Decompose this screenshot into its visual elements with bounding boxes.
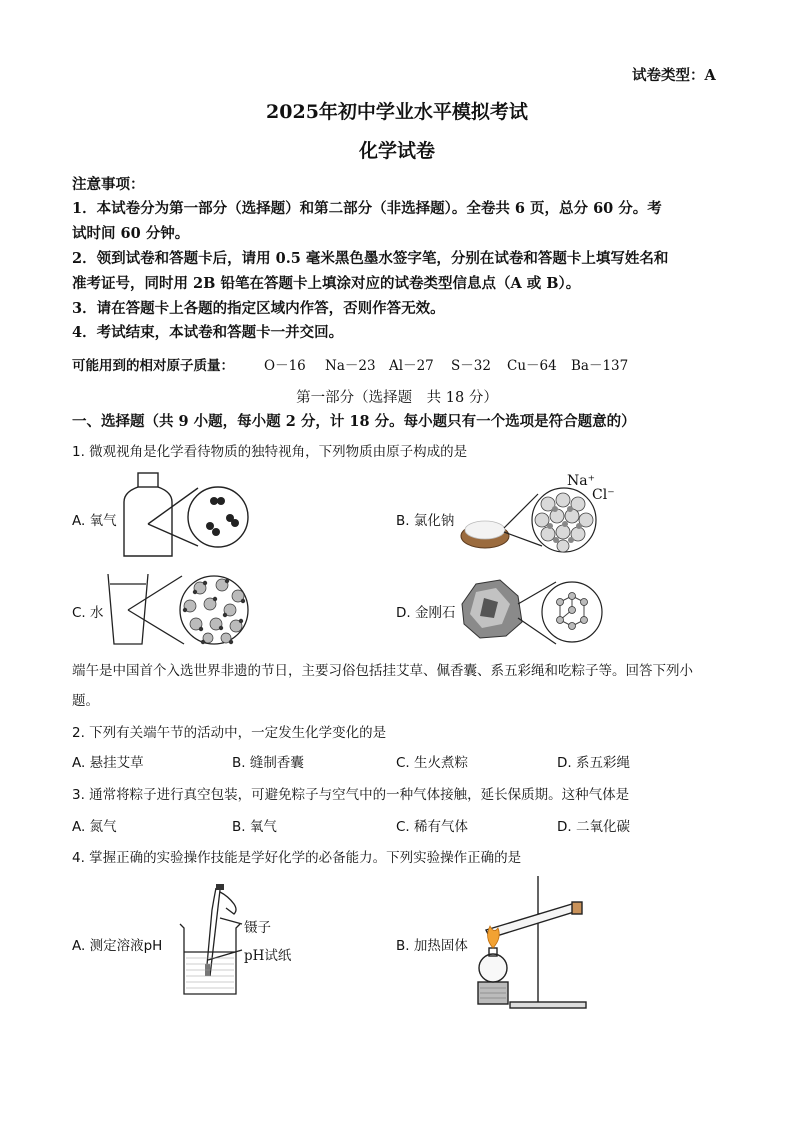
atomic-mass-s: S－32: [451, 358, 491, 374]
context-line-1: 端午是中国首个入选世界非遗的节日，主要习俗包括挂艾草、佩香囊、系五彩绳和吃粽子等。回答下列小: [72, 663, 693, 679]
notice-item-4: 4．考试结束，本试卷和答题卡一并交回。: [72, 324, 344, 341]
q3-option-b[interactable]: B. 氧气: [232, 819, 277, 835]
q1-option-b[interactable]: B. 氯化钠: [396, 513, 455, 529]
exam-subtitle: 化学试卷: [358, 140, 435, 162]
oxygen-bottle-diagram: [118, 470, 248, 562]
atomic-mass-cu: Cu－64: [507, 358, 557, 374]
notice-item-1-line-2: 试时间 60 分钟。: [72, 225, 190, 242]
atomic-mass-label: 可能用到的相对原子质量：: [72, 358, 234, 374]
question-4-stem: 4. 掌握正确的实验操作技能是学好化学的必备能力。下列实验操作正确的是: [72, 850, 522, 866]
atomic-mass-ba: Ba－137: [571, 358, 629, 374]
na-ion-label: Na⁺: [567, 473, 595, 489]
paper-type-label: 试卷类型：A: [632, 67, 716, 84]
notice-item-1-line-1: 1．本试卷分为第一部分（选择题）和第二部分（非选择题）。全卷共 6 页，总分 60 分。考: [72, 200, 662, 217]
question-1-stem: 1. 微观视角是化学看待物质的独特视角，下列物质由原子构成的是: [72, 444, 468, 460]
atomic-mass-o: O－16: [264, 358, 306, 374]
tweezers-label: 镊子: [244, 920, 271, 936]
q4-option-a[interactable]: A. 测定溶液pH: [72, 938, 163, 954]
q2-option-d[interactable]: D. 系五彩绳: [557, 755, 630, 771]
notice-item-2-line-1: 2．领到试卷和答题卡后，请用 0.5 毫米黑色墨水签字笔，分别在试卷和答题卡上填写姓名和: [72, 250, 669, 267]
diamond-diagram: [456, 574, 606, 654]
q2-option-c[interactable]: C. 生火煮粽: [396, 755, 469, 771]
q1-option-a[interactable]: A. 氧气: [72, 513, 117, 529]
atomic-mass-al: Al－27: [389, 358, 434, 374]
q1-option-c[interactable]: C. 水: [72, 605, 104, 621]
q3-option-c[interactable]: C. 稀有气体: [396, 819, 469, 835]
ph-paper-label: pH试纸: [244, 948, 292, 964]
notice-heading: 注意事项：: [72, 176, 145, 193]
water-glass-diagram: [104, 570, 254, 648]
context-line-2: 题。: [72, 693, 99, 709]
q1-option-d[interactable]: D. 金刚石: [396, 605, 456, 621]
question-2-stem: 2. 下列有关端午节的活动中，一定发生化学变化的是: [72, 725, 387, 741]
notice-item-3: 3．请在答题卡上各题的指定区域内作答，否则作答无效。: [72, 300, 445, 317]
ph-test-diagram: [176, 880, 296, 1000]
question-3-stem: 3. 通常将粽子进行真空包装，可避免粽子与空气中的一种气体接触，延长保质期。这种气体是: [72, 787, 630, 803]
q3-option-a[interactable]: A. 氮气: [72, 819, 117, 835]
part-one-heading: 第一部分（选择题 共 18 分）: [296, 390, 498, 406]
q2-option-a[interactable]: A. 悬挂艾草: [72, 755, 144, 771]
q2-option-b[interactable]: B. 缝制香囊: [232, 755, 304, 771]
notice-item-2-line-2: 准考证号，同时用 2B 铅笔在答题卡上填涂对应的试卷类型信息点（A 或 B）。: [72, 275, 581, 292]
heating-solid-diagram: [470, 872, 590, 1012]
exam-title: 2025年初中学业水平模拟考试: [266, 101, 528, 123]
atomic-mass-na: Na－23: [325, 358, 376, 374]
q3-option-d[interactable]: D. 二氧化碳: [557, 819, 630, 835]
section-one-heading: 一、选择题（共 9 小题，每小题 2 分，计 18 分。每小题只有一个选项是符合题意的）: [72, 413, 636, 430]
q4-option-b[interactable]: B. 加热固体: [396, 938, 468, 954]
cl-ion-label: Cl⁻: [592, 487, 615, 503]
